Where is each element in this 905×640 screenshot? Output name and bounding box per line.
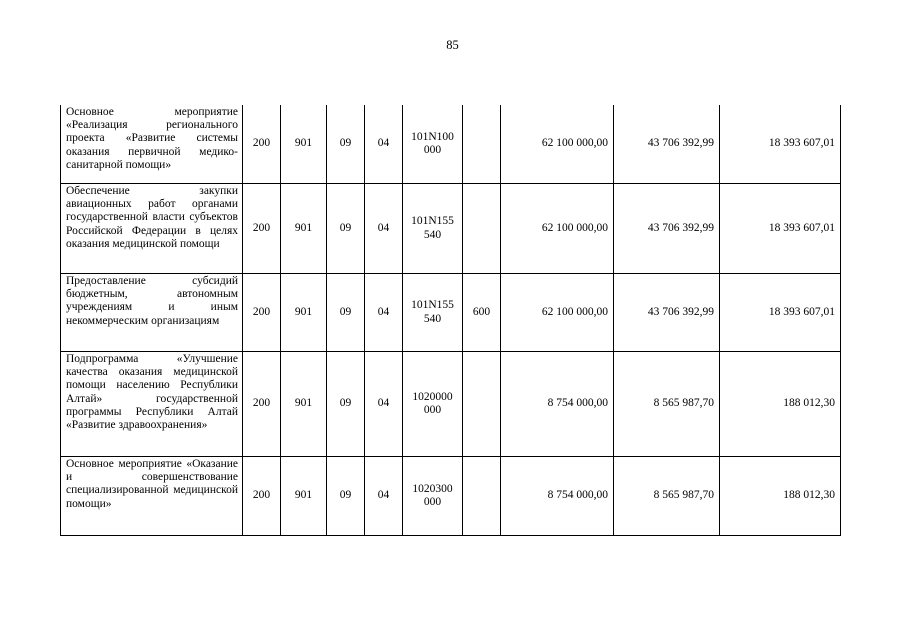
row-target-article: 1020000000 xyxy=(403,352,463,457)
table-row xyxy=(61,457,841,536)
row-remainder: 18 393 607,01 xyxy=(720,274,841,352)
row-section: 09 xyxy=(327,105,365,184)
row-section: 09 xyxy=(327,184,365,274)
row-executed: 43 706 392,99 xyxy=(614,105,720,184)
row-name: Основное мероприятие «Оказание и совершенствование специализированной медицинской помощи» xyxy=(61,457,243,536)
row-remainder: 18 393 607,01 xyxy=(720,184,841,274)
row-expense-type xyxy=(463,184,501,274)
row-subsection: 04 xyxy=(365,457,403,536)
row-executed: 43 706 392,99 xyxy=(614,184,720,274)
row-executed: 43 706 392,99 xyxy=(614,274,720,352)
row-target-article: 1020300000 xyxy=(403,457,463,536)
page-number: 85 xyxy=(446,38,459,52)
row-target-article: 101N155540 xyxy=(403,184,463,274)
row-remainder: 18 393 607,01 xyxy=(720,105,841,184)
row-code: 200 xyxy=(243,457,281,536)
table-row xyxy=(61,274,841,352)
row-subsection: 04 xyxy=(365,184,403,274)
row-code: 200 xyxy=(243,184,281,274)
row-planned: 62 100 000,00 xyxy=(501,105,614,184)
table-body xyxy=(61,105,841,536)
row-remainder: 188 012,30 xyxy=(720,352,841,457)
row-planned: 62 100 000,00 xyxy=(501,184,614,274)
row-ministry: 901 xyxy=(281,352,327,457)
row-ministry: 901 xyxy=(281,105,327,184)
row-expense-type xyxy=(463,352,501,457)
row-section: 09 xyxy=(327,352,365,457)
table-row xyxy=(61,105,841,184)
row-section: 09 xyxy=(327,274,365,352)
row-planned: 62 100 000,00 xyxy=(501,274,614,352)
row-subsection: 04 xyxy=(365,352,403,457)
table-row xyxy=(61,352,841,457)
row-expense-type: 600 xyxy=(463,274,501,352)
row-section: 09 xyxy=(327,457,365,536)
row-subsection: 04 xyxy=(365,274,403,352)
row-name: Основное мероприятие «Реализация регионального проекта «Развитие системы оказания первичной медико-санитарной помощи» xyxy=(61,105,243,184)
row-code: 200 xyxy=(243,105,281,184)
row-ministry: 901 xyxy=(281,457,327,536)
row-subsection: 04 xyxy=(365,105,403,184)
row-name: Предоставление субсидий бюджетным, автономным учреждениям и иным некоммерческим организациям xyxy=(61,274,243,352)
row-planned: 8 754 000,00 xyxy=(501,457,614,536)
row-target-article: 101N155540 xyxy=(403,274,463,352)
row-expense-type xyxy=(463,457,501,536)
row-ministry: 901 xyxy=(281,274,327,352)
row-planned: 8 754 000,00 xyxy=(501,352,614,457)
row-executed: 8 565 987,70 xyxy=(614,457,720,536)
row-code: 200 xyxy=(243,274,281,352)
row-ministry: 901 xyxy=(281,184,327,274)
row-code: 200 xyxy=(243,352,281,457)
row-expense-type xyxy=(463,105,501,184)
row-remainder: 188 012,30 xyxy=(720,457,841,536)
budget-table xyxy=(60,105,841,536)
row-name: Обеспечение закупки авиационных работ органами государственной власти субъектов Российской Федерации в целях оказания медицинской помощи xyxy=(61,184,243,274)
row-name: Подпрограмма «Улучшение качества оказания медицинской помощи населению Республики Алтай» государственной программы Республики Алтай «Развитие здравоохранения» xyxy=(61,352,243,457)
row-target-article: 101N100000 xyxy=(403,105,463,184)
table-row xyxy=(61,184,841,274)
row-executed: 8 565 987,70 xyxy=(614,352,720,457)
